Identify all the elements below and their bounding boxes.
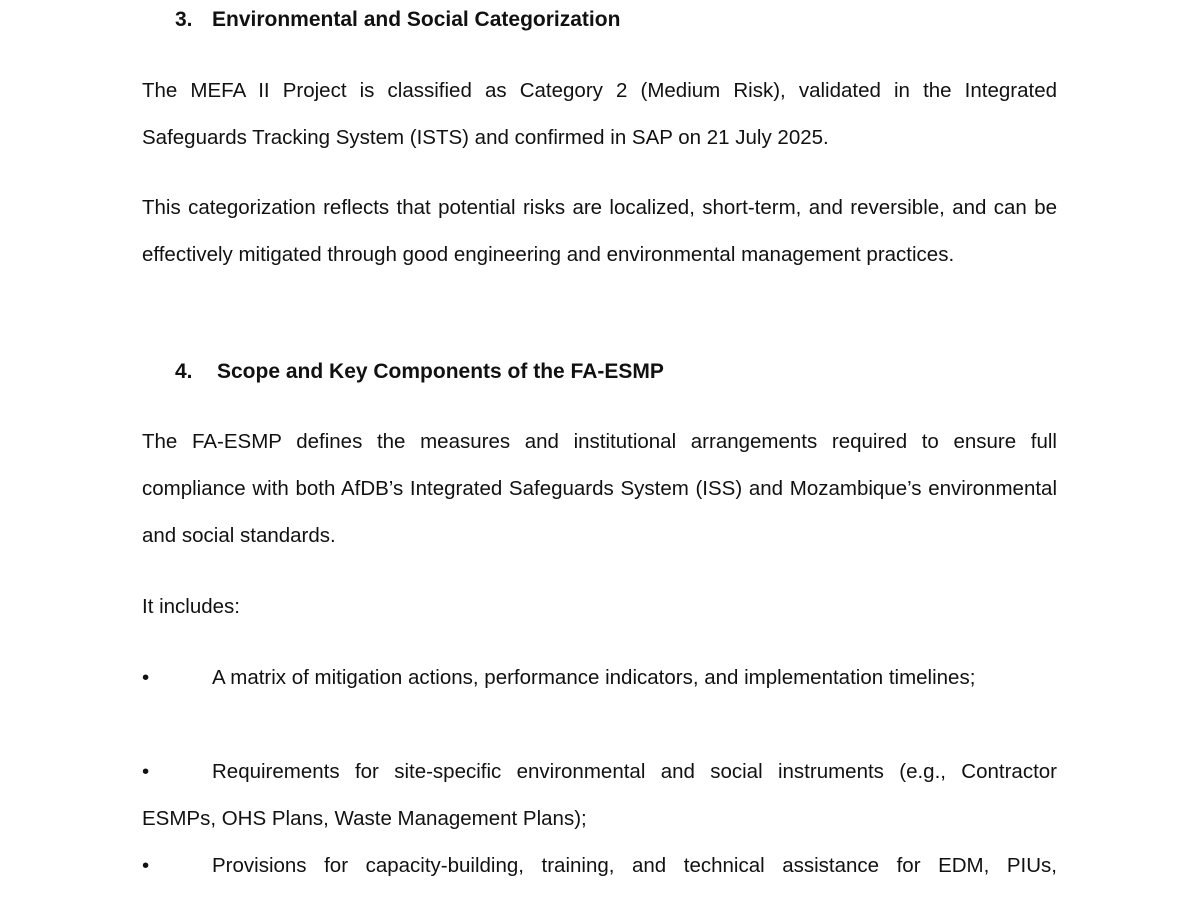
list-item-text: Provisions for capacity-building, training, and technical assistance for EDM, PIUs, [212, 854, 1057, 877]
list-item [142, 748, 1057, 842]
section-3-paragraph-2: This categorization reflects that potential risks are localized, short-term, and reversible, and can be effectively mitigated through good engineering and environmental management practices. [142, 196, 1057, 266]
list-item [142, 654, 1057, 701]
bullet-marker: • [142, 666, 150, 689]
section-4-title: Scope and Key Components of the FA-ESMP [217, 360, 664, 383]
section-4-paragraph-2: It includes: [142, 595, 240, 618]
bullet-marker: • [142, 854, 150, 877]
bullet-marker: • [142, 760, 150, 783]
section-4-number: 4. [175, 360, 193, 383]
section-3-title: Environmental and Social Categorization [212, 8, 621, 31]
list-item-text: A matrix of mitigation actions, performance indicators, and implementation timelines; [212, 666, 976, 689]
section-3-number: 3. [175, 8, 193, 31]
section-4-heading [175, 357, 664, 387]
list-item [142, 842, 1057, 889]
section-3-heading [175, 5, 620, 35]
list-item-text: Requirements for site-specific environmental and social instruments (e.g., Contractor ESMPs, OHS Plans, Waste Management Plans); [142, 760, 1057, 830]
section-4-paragraph-1: The FA-ESMP defines the measures and institutional arrangements required to ensure full compliance with both AfDB’s Integrated Safeguards System (ISS) and Mozambique’s environmental and social standards. [142, 430, 1057, 547]
section-3-paragraph-1: The MEFA II Project is classified as Category 2 (Medium Risk), validated in the Integrated Safeguards Tracking System (ISTS) and confirmed in SAP on 21 July 2025. [142, 79, 1057, 149]
